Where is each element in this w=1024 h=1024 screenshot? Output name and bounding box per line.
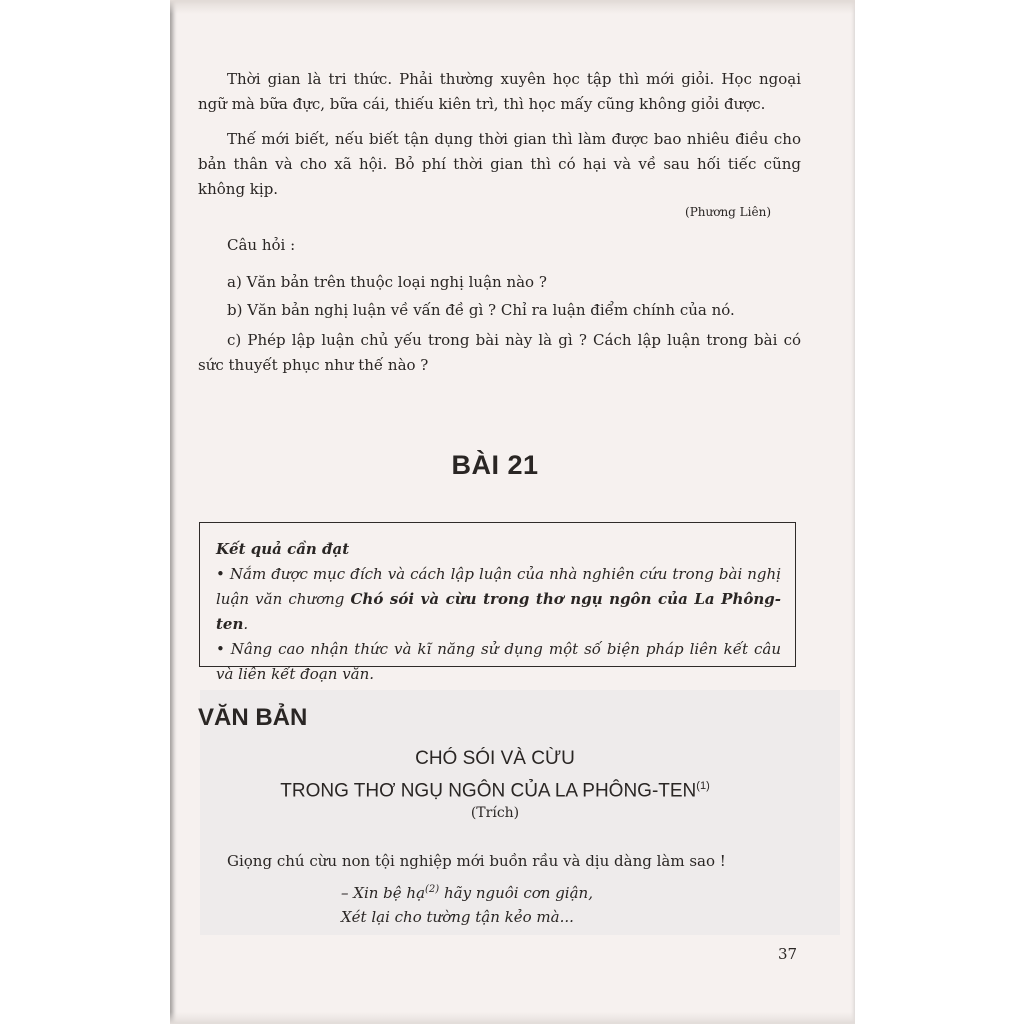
page-top-shading	[170, 0, 855, 14]
questions-title: Câu hỏi :	[227, 236, 296, 254]
book-page	[170, 0, 855, 1024]
learning-goals-box	[199, 522, 796, 683]
page-number: 37	[778, 945, 798, 963]
section-title: VĂN BẢN	[198, 704, 308, 731]
footnote-marker-2: (2)	[425, 884, 440, 895]
goal-item-1-work-title: Chó sói và cừu trong thơ ngụ ngôn của La Phông-ten	[216, 590, 781, 633]
goal-item-1	[216, 562, 781, 637]
goals-title: Kết quả cần đạt	[216, 540, 350, 558]
poem-line-1	[341, 884, 593, 902]
lesson-title: BÀI 21	[451, 450, 539, 480]
page-bottom-shading	[170, 1012, 855, 1024]
goal-item-1-text: • Nắm được mục đích và cách lập luận của nhà nghiên cứu trong bài nghị luận văn chương	[216, 565, 781, 608]
poem-intro: Giọng chú cừu non tội nghiệp mới buồn rầu và dịu dàng làm sao !	[227, 852, 726, 870]
text-title-line-2	[170, 780, 820, 802]
poem-line-2: Xét lại cho tường tận kẻo mà...	[341, 908, 574, 926]
text-title-line-1: CHÓ SÓI VÀ CỪU	[415, 748, 575, 769]
question-a: a) Văn bản trên thuộc loại nghị luận nào ?	[227, 273, 547, 291]
poem-line-1-end: hãy nguôi cơn giận,	[439, 884, 593, 902]
poem-line-1-start: – Xin bệ hạ	[341, 884, 426, 902]
question-b: b) Văn bản nghị luận về vấn đề gì ? Chỉ ra luận điểm chính của nó.	[227, 301, 735, 319]
source-attribution: (Phương Liên)	[685, 205, 771, 219]
goal-item-2: • Nâng cao nhận thức và kĩ năng sử dụng một số biện pháp liên kết câu và liên kết đoạn văn.	[216, 640, 781, 683]
paragraph-1: Thời gian là tri thức. Phải thường xuyên học tập thì mới giỏi. Học ngoại ngữ mà bữa đực, bữa cái, thiếu kiên trì, thì học mấy cũng không giỏi được.	[198, 70, 801, 113]
paragraph-2: Thế mới biết, nếu biết tận dụng thời gian thì làm được bao nhiêu điều cho bản thân và cho xã hội. Bỏ phí thời gian thì có hại và về sau hối tiếc cũng không kịp.	[198, 130, 801, 198]
text-title-line-2-text: TRONG THƠ NGỤ NGÔN CỦA LA PHÔNG-TEN	[280, 780, 697, 802]
text-subtitle: (Trích)	[470, 805, 520, 821]
footnote-marker-1: (1)	[696, 780, 710, 792]
question-c: c) Phép lập luận chủ yếu trong bài này là gì ? Cách lập luận trong bài có sức thuyết phục như thế nào ?	[198, 331, 801, 374]
goal-item-1-period: .	[243, 615, 249, 633]
